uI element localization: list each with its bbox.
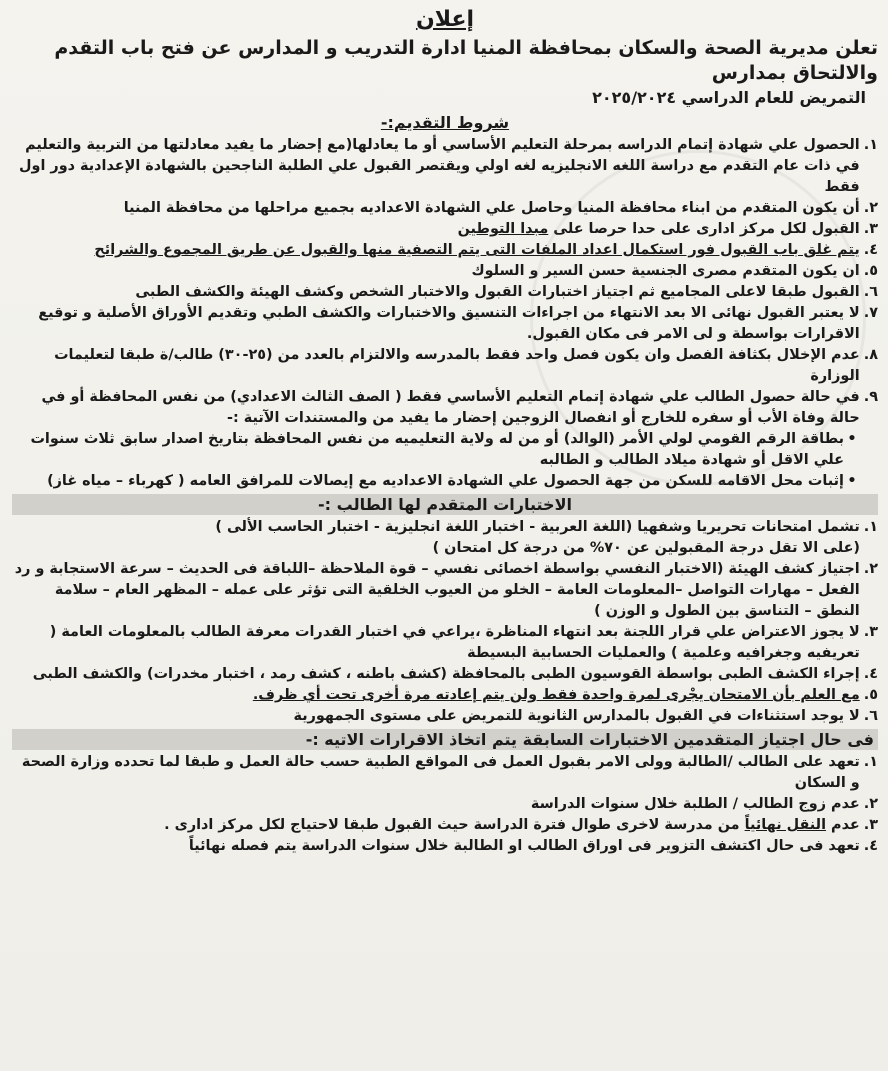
item-text: تشمل امتحانات تحريريا وشفهيا (اللغة العربية - اختبار اللغة انجليزية - اختبار الحاسب الألى ) [215,519,860,535]
item-number: ٤. [863,838,878,854]
item-text: لا يوجد استثناءات في القبول بالمدارس الثانوية للتمريض على مستوى الجمهورية [293,708,860,724]
item-number: ٧. [863,305,878,321]
item-number: ٣. [863,817,878,833]
exam-item [12,706,878,727]
item-number: ٥. [863,263,878,279]
item-number: ٤. [863,666,878,682]
item-text: القبول طبقا لاعلى المجاميع ثم اجتياز اختبارات القبول والاختبار الشخص وكشف الهيئة والكشف الطبى [135,284,860,300]
item-number: ١. [863,754,878,770]
item-number: ٩. [863,389,878,405]
item-text: تعهد فى حال اكتشف التزوير فى اوراق الطالب او الطالبة خلال سنوات الدراسة يتم فصله نهائياً [188,838,860,854]
item-text: في حالة حصول الطالب علي شهادة إتمام التعليم الأساسي فقط ( الصف الثالث الاعدادي) من نفس المحافظة أو في حالة وفاة الأب أو سفره للخارج أو انفصال الزوجين إحضار ما يفيد من والمستندات الآتية :- [41,389,860,426]
bullet-text: بطاقة الرقم القومي لولي الأمر (الوالد) أو من له ولاية التعليميه من نفس المحافظة بتاريخ اصدار سابق ثلاث سنوات علي الاقل أو شهادة ميلاد الطالب و الطالبه [30,431,844,468]
item-text-post: من مدرسة لاخرى طوال فترة الدراسة حيث القبول طبقا لاحتياج لكل مركز ادارى . [164,817,745,833]
section-heading-exams: الاختبارات المتقدم لها الطالب :- [12,494,878,515]
item-number: ٢. [863,200,878,216]
item-text: أن يكون المتقدم من ابناء محافظة المنيا وحاصل علي الشهادة الاعداديه بجميع مراحلها من محافظة المنيا [123,200,860,216]
declaration-item [12,752,878,794]
item-text: تعهد على الطالب /الطالبة وولى الامر بقبول العمل فى المواقع الطبية حسب حالة العمل و طبقا لما تحدده وزارة الصحة و السكان [21,754,860,791]
item-number: ٤. [863,242,878,258]
item-text: عدم الإخلال بكثافة الفصل وان يكون فصل واحد فقط بالمدرسه والالتزام بالعدد من (٢٥-٣٠) طالب/ة طبقا لتعليمات الوزارة [54,347,860,384]
item-text-underlined: مبدا التوطين [457,221,549,237]
item-text-underlined: يتم غلق باب القبول فور استكمال اعداد الملفات التى يتم التصفية منها والقبول عن طريق المجموع والشرائح [94,242,860,258]
exam-item [12,622,878,664]
item-text: لا يجوز الاعتراض علي قرار اللجنة بعد انتهاء المناظرة ،يراعي في اختبار القدرات معرفة الطالب بالمعلومات العامة ( تعريفيه وجغرافيه وعلمية ) والعمليات الحسابية البسيطة [49,624,860,661]
item-text-underlined: مع العلم بأن الامتحان يجْرى لمرة واحدة فقط ولن يتم إعادته مرة أخرى تحت أي ظرف. [252,687,860,703]
item-number: ٨. [863,347,878,363]
item-number: ١. [863,519,878,535]
exam-item-note: (على الا تقل درجة المقبولين عن ٧٠% من درجة كل امتحان ) [432,540,860,556]
item-number: ٣. [863,624,878,640]
exam-item [12,664,878,685]
item-text: ان يكون المتقدم مصرى الجنسية حسن السير و السلوك [471,263,860,279]
item-number: ٢. [863,561,878,577]
section-heading-application-conditions: شروط التقديم:- [380,113,510,132]
item-text [12,815,860,836]
declaration-item [12,836,878,857]
item-text: الحصول علي شهادة إتمام الدراسه بمرحلة التعليم الأساسي أو ما يعادلها(مع إحضار ما يفيد معادلتها من التربية والتعليم في ذات عام التقدم مع دراسة اللغه الانجليزيه لغه اولي ويقتصر القبول علي الطلبة الناجحين بالشهادة الإعدادية دور اول فقط [19,137,860,195]
item-text: لا يعتبر القبول نهائى الا بعد الانتهاء من اجراءات التنسيق والاختبارات والكشف الطبي وتقديم الأوراق الأصلية و توقيع الاقرارات بواسطة و لى الامر فى مكان القبول. [38,305,860,342]
item-number: ٦. [863,284,878,300]
exam-item [12,517,878,538]
intro-line-2: التمريض للعام الدراسي ٢٠٢٥/٢٠٢٤ [592,88,866,107]
declaration-item [12,794,878,815]
item-number: ١. [863,137,878,153]
declaration-item [12,815,878,836]
item-number: ٥. [863,687,878,703]
item-text-pre: القبول لكل مركز ادارى على حدا حرصا على [548,221,860,237]
item-number: ٣. [863,221,878,237]
section-heading-declarations: فى حال اجتياز المتقدمين الاختبارات السابقة يتم اتخاذ الاقرارات الاتيه :- [12,729,878,750]
exam-item [12,559,878,622]
item-text-underlined: النقل نهائياً [744,817,827,833]
item-text: اجتياز كشف الهيئة (الاختبار النفسي بواسطة اخصائى نفسي – قوة الملاحظة –اللباقة فى الحديث – سرعة الاستجابة و رد الفعل – مهارات التواصل –المعلومات العامة – الخلو من العيوب الخلقية التى تؤثر على عمله – المظهر العام – سلامة النطق – التناسق بين الطول و الوزن ) [14,561,860,619]
exam-item [12,685,878,706]
item-text: إجراء الكشف الطبى بواسطة القوسيون الطبى بالمحافظة (كشف باطنه ، كشف رمد ، اختبار مخدرات) والكشف الطبى [32,666,860,682]
item-text: عدم زوج الطالب / الطلبة خلال سنوات الدراسة [530,796,860,812]
item-text-pre: عدم [826,817,860,833]
bullet-dot-icon: • [847,431,857,447]
item-number: ٢. [863,796,878,812]
faded-stamp-watermark [530,150,866,486]
bullet-dot-icon: • [847,473,857,489]
item-number: ٦. [863,708,878,724]
page-title: إعلان [415,7,475,32]
intro-line-1: تعلن مديرية الصحة والسكان بمحافظة المنيا ادارة التدريب و المدارس عن فتح باب التقدم والالتحاق بمدارس [54,37,878,84]
bullet-text: إثبات محل الاقامه للسكن من جهة الحصول علي الشهادة الاعداديه مع إيصالات للمرافق العامه ( كهرباء – مياه غاز) [47,473,844,489]
